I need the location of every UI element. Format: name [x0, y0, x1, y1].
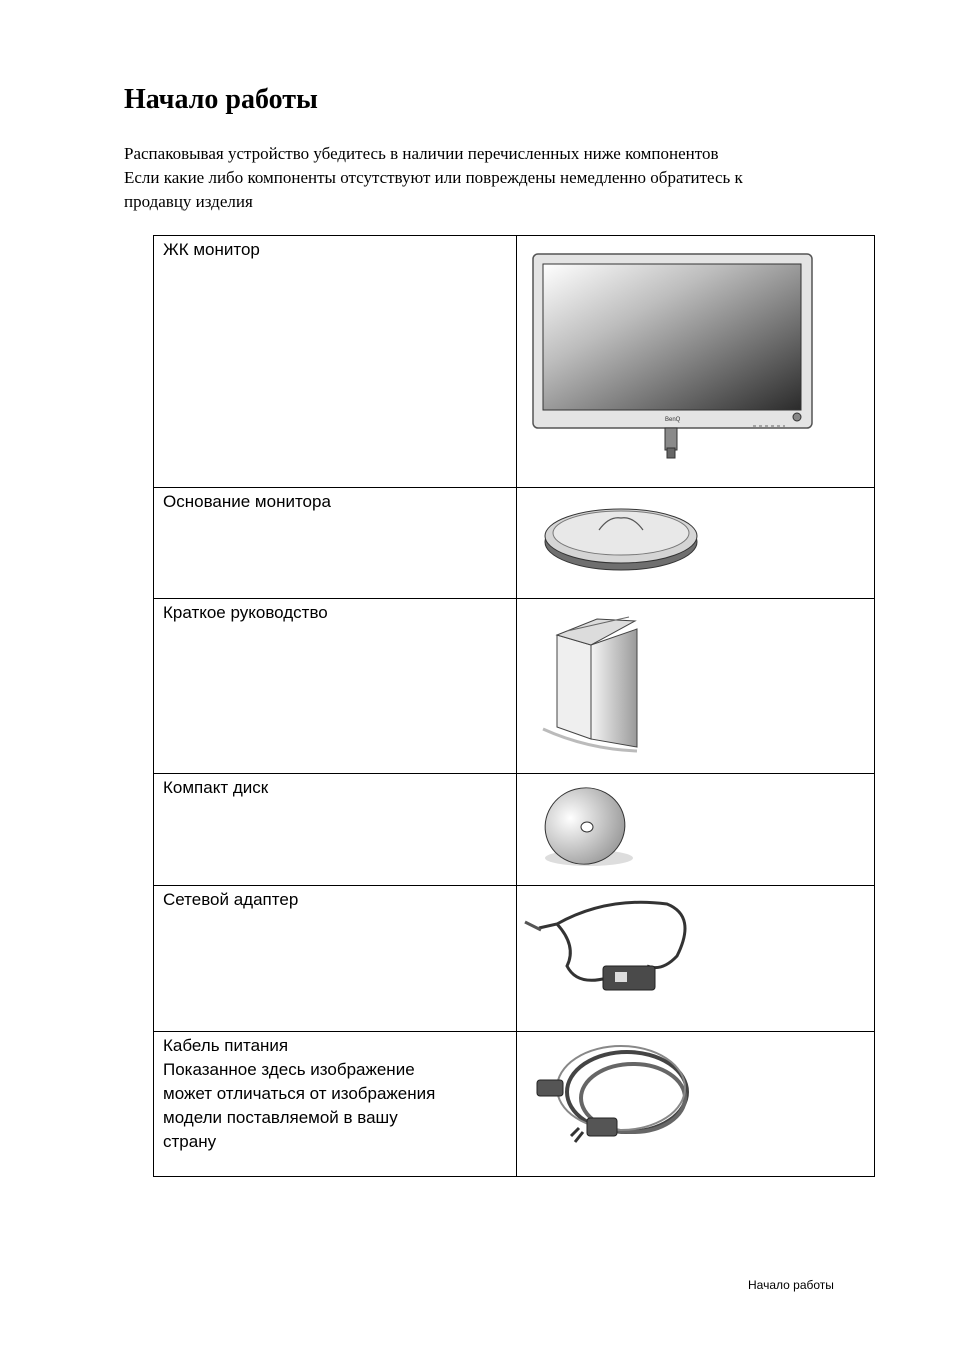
component-label	[154, 236, 517, 488]
component-note: страну	[163, 1132, 217, 1151]
component-label	[154, 599, 517, 774]
component-note: модели поставляемой в вашу	[163, 1108, 398, 1127]
power-adapter-icon	[517, 886, 879, 1030]
brand-logo: BenQ	[665, 417, 681, 423]
monitor-base-icon	[517, 488, 879, 598]
components-table	[153, 235, 875, 1177]
quick-guide-icon	[517, 599, 879, 773]
component-image-cell	[517, 1032, 875, 1177]
table-row	[154, 1032, 875, 1177]
component-image-cell	[517, 236, 875, 488]
table-row	[154, 236, 875, 488]
component-name: Сетевой адаптер	[163, 890, 299, 909]
component-image-cell	[517, 774, 875, 886]
page-footer: Начало работы	[748, 1278, 834, 1292]
component-label	[154, 886, 517, 1032]
component-note: может отличаться от изображения	[163, 1084, 436, 1103]
component-image-cell	[517, 488, 875, 599]
power-cable-icon	[517, 1032, 879, 1176]
table-row	[154, 488, 875, 599]
component-name: Краткое руководство	[163, 603, 328, 622]
cd-icon	[517, 774, 879, 884]
component-note: Показанное здесь изображение	[163, 1060, 415, 1079]
intro-line: Распаковывая устройство убедитесь в наличии перечисленных ниже компонентов	[124, 144, 719, 163]
component-image-cell	[517, 886, 875, 1032]
table-row	[154, 599, 875, 774]
intro-line: Если какие либо компоненты отсутствуют или повреждены немедленно обратитесь к	[124, 168, 743, 187]
component-name: Компакт диск	[163, 778, 269, 797]
component-label	[154, 488, 517, 599]
monitor-icon	[517, 236, 879, 486]
component-name: ЖК монитор	[163, 240, 260, 259]
component-name: Кабель питания	[163, 1036, 289, 1055]
page-title: Начало работы	[124, 84, 318, 115]
component-name: Основание монитора	[163, 492, 331, 511]
component-label	[154, 774, 517, 886]
component-label	[154, 1032, 517, 1177]
table-row	[154, 886, 875, 1032]
component-image-cell	[517, 599, 875, 774]
intro-line: продавцу изделия	[124, 192, 253, 211]
table-row	[154, 774, 875, 886]
intro-text	[124, 142, 854, 214]
